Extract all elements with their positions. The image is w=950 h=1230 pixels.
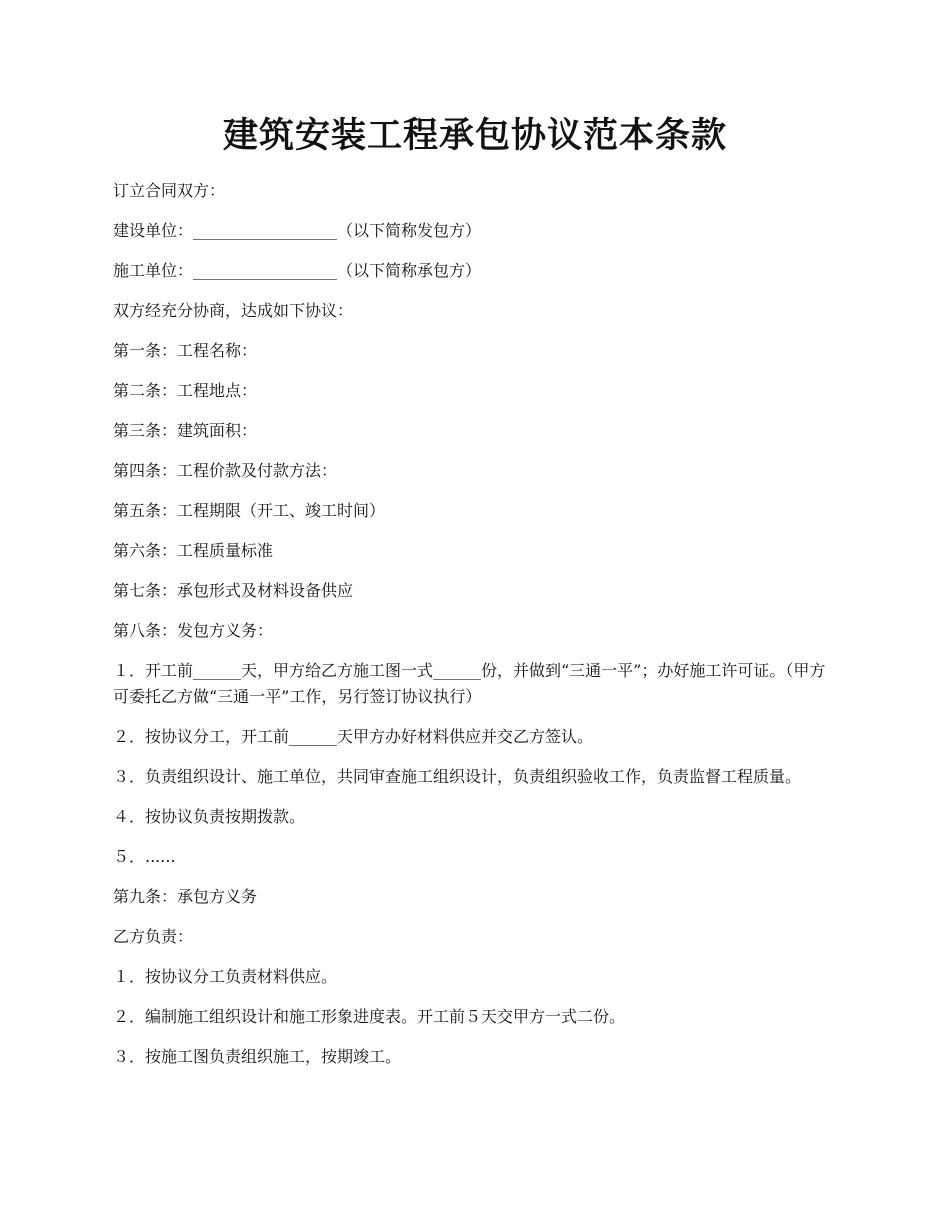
- article-3: 第三条：建筑面积：: [113, 421, 258, 440]
- article-4: 第四条：工程价款及付款方法：: [113, 461, 338, 480]
- paragraph-agreement: 双方经充分协商，达成如下协议：: [113, 301, 354, 320]
- article-6: 第六条：工程质量标准: [113, 541, 274, 560]
- article-2: 第二条：工程地点：: [113, 381, 258, 400]
- article-8-item-5: ５．......: [113, 847, 176, 866]
- article-8-item-1: １．开工前______天，甲方给乙方施工图一式______份，并做到“三通一平”；办好施工许可证。（甲方可委托乙方做“三通一平”工作，另行签订协议执行）: [113, 661, 826, 706]
- article-9-intro: 乙方负责：: [113, 927, 194, 946]
- article-8-item-3: ３．负责组织设计、施工单位，共同审查施工组织设计，负责组织验收工作，负责监督工程质量。: [113, 767, 802, 786]
- article-1: 第一条：工程名称：: [113, 341, 258, 360]
- article-7: 第七条：承包形式及材料设备供应: [113, 581, 354, 600]
- paragraph-employer: 建设单位：__________________（以下简称发包方）: [113, 221, 482, 240]
- article-8-item-2: ２．按协议分工，开工前______天甲方办好材料供应并交乙方签认。: [113, 727, 594, 746]
- article-9-item-1: １．按协议分工负责材料供应。: [113, 967, 338, 986]
- article-5: 第五条：工程期限（开工、竣工时间）: [113, 501, 386, 520]
- document-body: [113, 178, 840, 1084]
- paragraph-parties: 订立合同双方：: [113, 181, 226, 200]
- paragraph-contractor: 施工单位：__________________（以下简称承包方）: [113, 261, 482, 280]
- article-9-item-3: ３．按施工图负责组织施工，按期竣工。: [113, 1047, 402, 1066]
- article-9-item-2: ２．编制施工组织设计和施工形象进度表。开工前５天交甲方一式二份。: [113, 1007, 626, 1026]
- article-8-item-4: ４．按协议负责按期拨款。: [113, 807, 306, 826]
- document-title: 建筑安装工程承包协议范本条款: [222, 115, 727, 156]
- article-8: 第八条：发包方义务：: [113, 621, 274, 640]
- article-9: 第九条：承包方义务: [113, 887, 258, 906]
